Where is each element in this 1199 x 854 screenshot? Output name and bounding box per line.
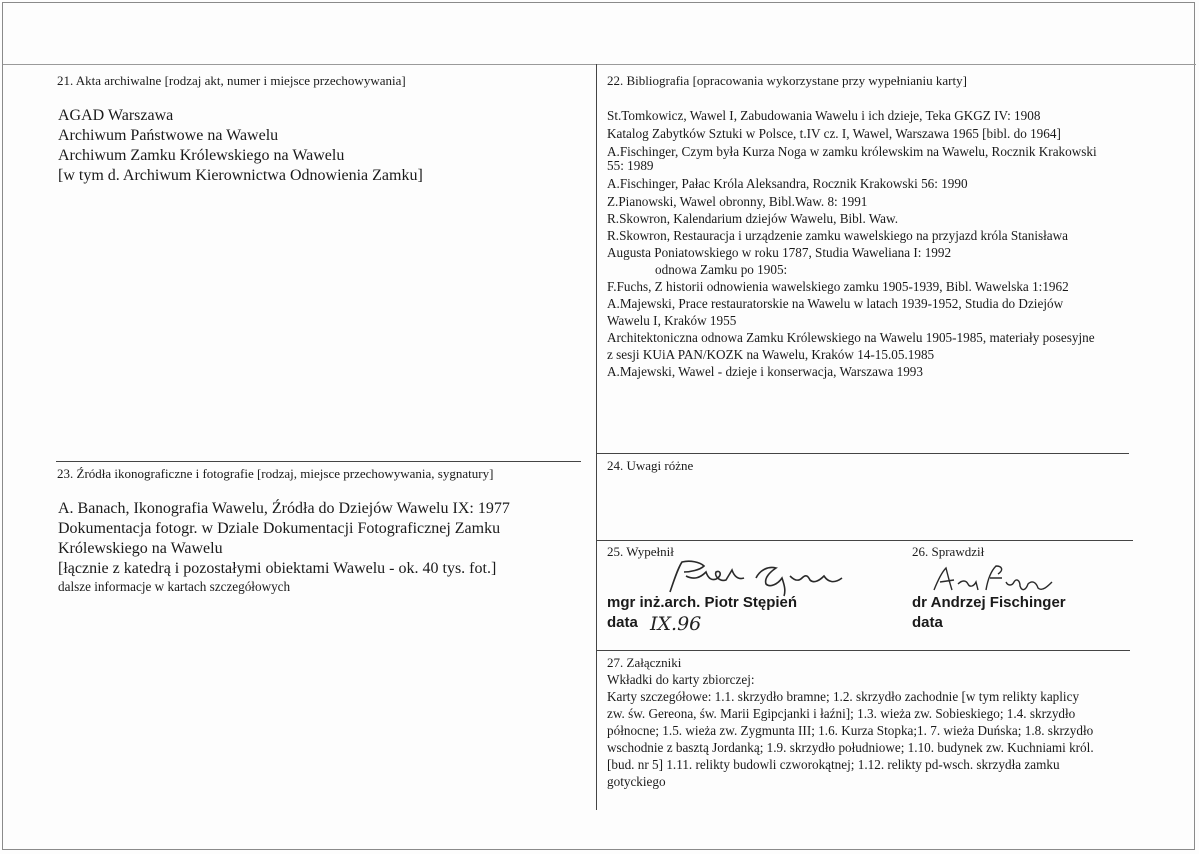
section-23-heading: 23. Źródła ikonograficzne i fotografie [rodzaj, miejsce przechowywania, sygnatury] <box>57 466 494 481</box>
bibliography-line: 55: 1989 <box>607 158 654 173</box>
archive-line: AGAD Warszawa <box>58 107 174 124</box>
section-21-heading: 21. Akta archiwalne [rodzaj akt, numer i miejsce przechowywania] <box>57 73 406 88</box>
bibliography-line: z sesji KUiA PAN/KOZK na Wawelu, Kraków 14-15.05.1985 <box>607 347 935 362</box>
bibliography-line: Z.Pianowski, Wawel obronny, Bibl.Waw. 8: 1991 <box>607 194 868 209</box>
bibliography-line: A.Fischinger, Czym była Kurza Noga w zamku królewskim na Wawelu, Rocznik Krakowski <box>607 144 1097 159</box>
signature-stepien <box>660 556 850 598</box>
archive-line: [w tym d. Archiwum Kierownictwa Odnowienia Zamku] <box>58 167 423 184</box>
bibliography-line: A.Fischinger, Pałac Króla Aleksandra, Rocznik Krakowski 56: 1990 <box>607 176 968 191</box>
column-divider <box>596 64 597 810</box>
attachments-line: Karty szczegółowe: 1.1. skrzydło bramne; 1.2. skrzydło zachodnie [w tym relikty kaplicy <box>607 689 1080 704</box>
bibliography-line: R.Skowron, Kalendarium dziejów Wawelu, Bibl. Waw. <box>607 211 899 226</box>
bibliography-line: Wawelu I, Kraków 1955 <box>607 313 737 328</box>
section-25-rule <box>597 540 1133 541</box>
section-24-rule <box>597 453 1129 454</box>
attachments-line: [bud. nr 5] 1.11. relikty budowli czworokątnej; 1.12. relikty pd-wsch. skrzydła zamku <box>607 757 1060 772</box>
bibliography-subheading: odnowa Zamku po 1905: <box>655 262 788 277</box>
bibliography-line: Architektoniczna odnowa Zamku Królewskiego na Wawelu 1905-1985, materiały posesyjne <box>607 330 1095 345</box>
filled-by-date-label: data <box>607 614 638 631</box>
iconography-line: Królewskiego na Wawelu <box>58 540 223 557</box>
attachments-line: Wkładki do karty zbiorczej: <box>607 672 755 687</box>
bibliography-line: Augusta Poniatowskiego w roku 1787, Studia Waweliana I: 1992 <box>607 245 952 260</box>
bibliography-line: F.Fuchs, Z historii odnowienia wawelskiego zamku 1905-1939, Bibl. Wawelska 1:1962 <box>607 279 1069 294</box>
section-26-heading: 26. Sprawdził <box>912 544 985 559</box>
attachments-line: zw. św. Gereona, św. Marii Egipcjanki i łaźni]; 1.3. wieża zw. Sobieskiego; 1.4. skrzydło <box>607 706 1076 721</box>
attachments-line: wschodnie z basztą Jordanką; 1.9. skrzydło południowe; 1.10. budynek zw. Kuchniami król. <box>607 740 1094 755</box>
archive-line: Archiwum Państwowe na Wawelu <box>58 127 279 144</box>
bibliography-line: R.Skowron, Restauracja i urządzenie zamku wawelskiego na przyjazd króla Stanisława <box>607 228 1069 243</box>
bibliography-line: A.Majewski, Prace restauratorskie na Wawelu w latach 1939-1952, Studia do Dziejów <box>607 296 1064 311</box>
section-22-heading: 22. Bibliografia [opracowania wykorzystane przy wypełnianiu karty] <box>607 73 967 88</box>
iconography-line: [łącznie z katedrą i pozostałymi obiektami Wawelu - ok. 40 tys. fot.] <box>58 560 497 577</box>
section-25-heading: 25. Wypełnił <box>607 544 674 559</box>
iconography-note: dalsze informacje w kartach szczegółowych <box>58 579 291 594</box>
bibliography-line: St.Tomkowicz, Wawel I, Zabudowania Wawelu i ich dzieje, Teka GKGZ IV: 1908 <box>607 108 1041 123</box>
attachments-line: północne; 1.5. wieża zw. Zygmunta III; 1.6. Kurza Stopka;1. 7. wieża Duńska; 1.8. skrzydło <box>607 723 1094 738</box>
section-27-rule <box>597 650 1130 651</box>
checked-by-date-label: data <box>912 614 943 631</box>
section-23-rule <box>56 461 581 462</box>
top-rule <box>3 64 1196 65</box>
section-27-heading: 27. Załączniki <box>607 655 682 670</box>
iconography-line: Dokumentacja fotogr. w Dziale Dokumentacji Fotograficznej Zamku <box>58 520 501 537</box>
filled-by-date-value: IX.96 <box>650 613 702 635</box>
archive-line: Archiwum Zamku Królewskiego na Wawelu <box>58 147 345 164</box>
attachments-line: gotyckiego <box>607 774 666 789</box>
section-24-heading: 24. Uwagi różne <box>607 458 694 473</box>
iconography-line: A. Banach, Ikonografia Wawelu, Źródła do Dziejów Wawelu IX: 1977 <box>58 500 510 517</box>
checked-by-name: dr Andrzej Fischinger <box>912 594 1066 611</box>
signature-fischinger <box>928 562 1058 596</box>
bibliography-line: A.Majewski, Wawel - dzieje i konserwacja, Warszawa 1993 <box>607 364 923 379</box>
bibliography-line: Katalog Zabytków Sztuki w Polsce, t.IV cz. I, Wawel, Warszawa 1965 [bibl. do 1964] <box>607 126 1061 141</box>
filled-by-name: mgr inż.arch. Piotr Stępień <box>607 594 798 611</box>
